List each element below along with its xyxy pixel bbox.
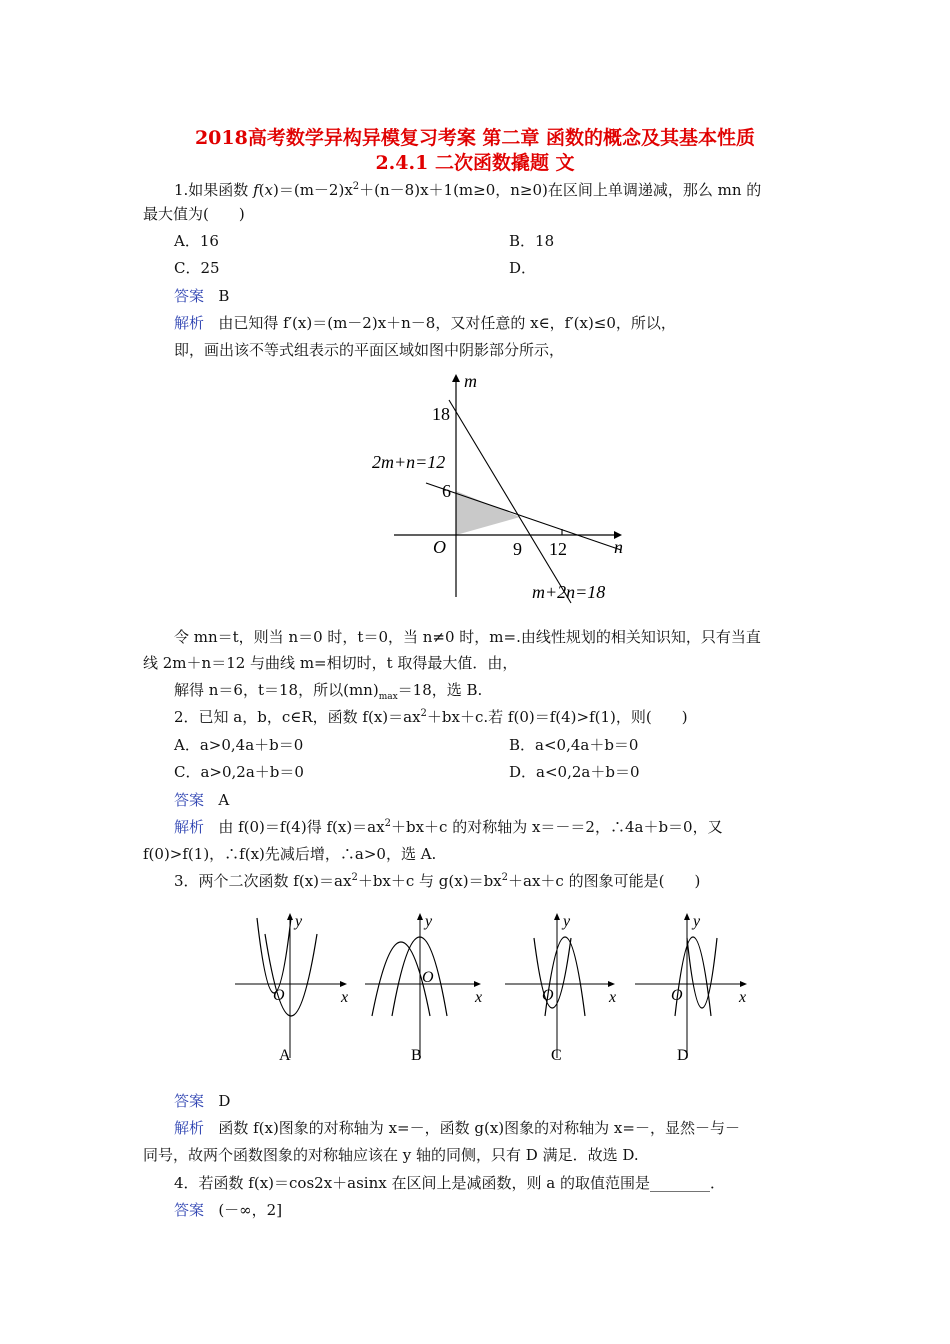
q2-option-b: B．a<0,4a＋b＝0 [509, 736, 639, 754]
panel-d-y-label: y [693, 913, 701, 930]
q3-answer [174, 1091, 230, 1111]
q2-analysis-text-1b: ＋bx＋c 的对称轴为 x＝－＝2，∴4a＋b＝0，又 [390, 818, 723, 836]
q1-analysis-label: 解析 [174, 314, 205, 332]
q2-answer [174, 790, 229, 810]
panel-d-curve-2 [687, 938, 717, 1008]
q2-stem: 2．已知 a，b，c∈R，函数 $f(x)=ax^2+bx+c$.若 f(0)＝f(4)>f(1)，则( ) [174, 708, 688, 726]
q3-analysis-label: 解析 [174, 1119, 205, 1137]
panel-a-y-label: y [295, 913, 303, 930]
line-label-m-2n-18: m+2n=18 [532, 582, 606, 602]
q2-option-d: D．a<0,2a＋b＝0 [509, 763, 640, 781]
m-axis-label: m [464, 371, 477, 391]
q3-stem-text-b: ＋bx＋c 与 g(x)＝bx [357, 872, 502, 890]
q3-analysis-1 [174, 1118, 740, 1138]
q4-stem: 4．若函数 f(x)＝cos2x＋asinx 在区间上是减函数，则 a 的取值范围是________． [174, 1174, 725, 1192]
q1-stem: 1.如果函数 $f(x)=(m-2)x^2+(n-8)x+1(m\ge 0$，n≥0)在区间上单调递减，那么 mn 的 [174, 181, 762, 199]
line-label-2m-n-12: 2m+n=12 [372, 452, 446, 472]
q2-option-a: A．a>0,4a＋b＝0 [174, 736, 304, 754]
panel-b-origin: O [422, 969, 434, 986]
q2-stem-text-a: 2．已知 a，b，c∈R，函数 f(x)＝ax [174, 708, 421, 726]
panel-d [635, 913, 747, 1064]
q1-option-c: C．25 [174, 259, 220, 277]
panel-c-y-arrow [554, 913, 560, 920]
panel-a [235, 913, 348, 1064]
panel-b-x-label: x [475, 989, 483, 1006]
q3-stem: 3．两个二次函数 $f(x)=ax^2+bx+c$ 与 $g(x)=bx^2+ax+c$ 的图象可能是( ) [174, 872, 701, 890]
panel-c-y-label: y [563, 913, 571, 930]
q1-stem-text-c: ＋(n－8)x＋1(m≥0，n≥0)在区间上单调递减，那么 mn 的 [359, 181, 762, 199]
q4-answer-label: 答案 [174, 1201, 205, 1219]
panel-b-y-arrow [417, 913, 423, 920]
q1-answer-label: 答案 [174, 287, 205, 305]
q1-analysis-5 [174, 680, 482, 700]
panel-c-x-label: x [609, 989, 617, 1006]
q2-answer-value: A [218, 791, 230, 809]
q1-analysis-5-text-a: 解得 n＝6，t＝18，所以(mn) [174, 681, 379, 699]
q1-stem-text-a: 1.如果函数 [174, 181, 254, 199]
n-tick-9: 9 [513, 539, 522, 559]
q2-stem-text-b: ＋bx＋c.若 f(0)＝f(4)>f(1)，则( ) [426, 708, 688, 726]
panel-d-x-arrow [740, 981, 747, 987]
q1-analysis-2: 即，画出该不等式组表示的平面区域如图中阴影部分所示， [174, 341, 565, 359]
page-title: 2018高考数学异构异模复习考案 第二章 函数的概念及其基本性质 [194, 127, 756, 149]
line-2m-plus-n-12 [426, 483, 621, 550]
panel-d-origin: O [671, 987, 683, 1004]
panel-a-y-arrow [287, 913, 293, 920]
q2-analysis-2: f(0)>f(1)，∴f(x)先减后增，∴a>0，选 A. [143, 845, 437, 863]
panel-b-x-arrow [474, 981, 481, 987]
q1-analysis-1 [174, 313, 676, 333]
panel-a-label: A [279, 1047, 291, 1064]
q3-analysis-2: 同号，故两个函数图象的对称轴应该在 y 轴的同侧，只有 D 满足．故选 D. [143, 1146, 639, 1164]
panel-c [505, 913, 616, 1064]
q1-option-a: A．16 [174, 232, 219, 250]
panel-c-origin: O [542, 987, 554, 1004]
q2-analysis-1: 解析 由 f(0)＝f(4)得 $f(x)=ax^2+bx+c$ 的对称轴为 x＝－＝2，∴4a＋b＝0，又 [174, 818, 723, 836]
q3-answer-value: D [218, 1092, 231, 1110]
q1-answer-value: B [218, 287, 230, 305]
q1-analysis-5-text-b: ＝18，选 B. [397, 681, 483, 699]
page-subtitle: 2.4.1 二次函数撬题 文 [375, 152, 575, 174]
q1-stem-text-b: (m－2)x [293, 181, 353, 199]
q1-analysis-text-1: 由已知得 f′(x)＝(m－2)x＋n－8，又对任意的 x∈，f′(x)≤0，所以， [218, 314, 676, 332]
figure-parabola-options [215, 898, 765, 1076]
q4-answer [174, 1200, 282, 1220]
origin-label: O [433, 537, 446, 557]
panel-b-label: B [411, 1047, 422, 1064]
q3-answer-label: 答案 [174, 1092, 205, 1110]
q1-analysis-4: 线 2m＋n＝12 与曲线 m=相切时，t 取得最大值．由， [143, 654, 518, 672]
q1-analysis-3: 令 mn＝t，则当 n＝0 时，t＝0，当 n≠0 时，m=.由线性规划的相关知识知，只有当直 [174, 628, 761, 646]
q3-analysis-text-1: 函数 f(x)图象的对称轴为 x=－，函数 g(x)图象的对称轴为 x=－，显然－与－ [218, 1119, 740, 1137]
shaded-region [456, 491, 520, 535]
q1-answer [174, 286, 229, 306]
q1-stem-line2: 最大值为( ) [143, 205, 245, 223]
m-tick-6: 6 [442, 481, 451, 501]
panel-b [365, 913, 482, 1064]
q4-answer-value: (－∞，2] [218, 1201, 283, 1219]
panel-d-label: D [677, 1047, 689, 1064]
q2-analysis-label: 解析 [174, 818, 205, 836]
panel-d-x-label: x [739, 989, 747, 1006]
panel-a-x-label: x [341, 989, 349, 1006]
panel-c-label: C [551, 1047, 562, 1064]
m-axis-arrow [452, 374, 460, 382]
panel-b-y-label: y [425, 913, 433, 930]
n-tick-12: 12 [549, 539, 567, 559]
panel-d-y-arrow [684, 913, 690, 920]
q1-option-b: B．18 [509, 232, 555, 250]
q1-analysis-5-sub: max [378, 692, 398, 702]
n-axis-label: n [614, 537, 623, 557]
q2-option-c: C．a>0,2a＋b＝0 [174, 763, 304, 781]
panel-c-x-arrow [608, 981, 615, 987]
q1-fx: f [253, 181, 259, 199]
panel-a-x-arrow [340, 981, 347, 987]
figure-linear-region [356, 365, 631, 610]
m-tick-18: 18 [432, 404, 450, 424]
panel-a-origin: O [273, 987, 285, 1004]
q2-analysis-text-1a: 由 f(0)＝f(4)得 f(x)＝ax [218, 818, 385, 836]
q3-stem-text-c: ＋ax＋c 的图象可能是( ) [508, 872, 701, 890]
q2-answer-label: 答案 [174, 791, 205, 809]
q1-option-d: D． [509, 259, 537, 277]
q3-stem-text-a: 3．两个二次函数 f(x)＝ax [174, 872, 352, 890]
